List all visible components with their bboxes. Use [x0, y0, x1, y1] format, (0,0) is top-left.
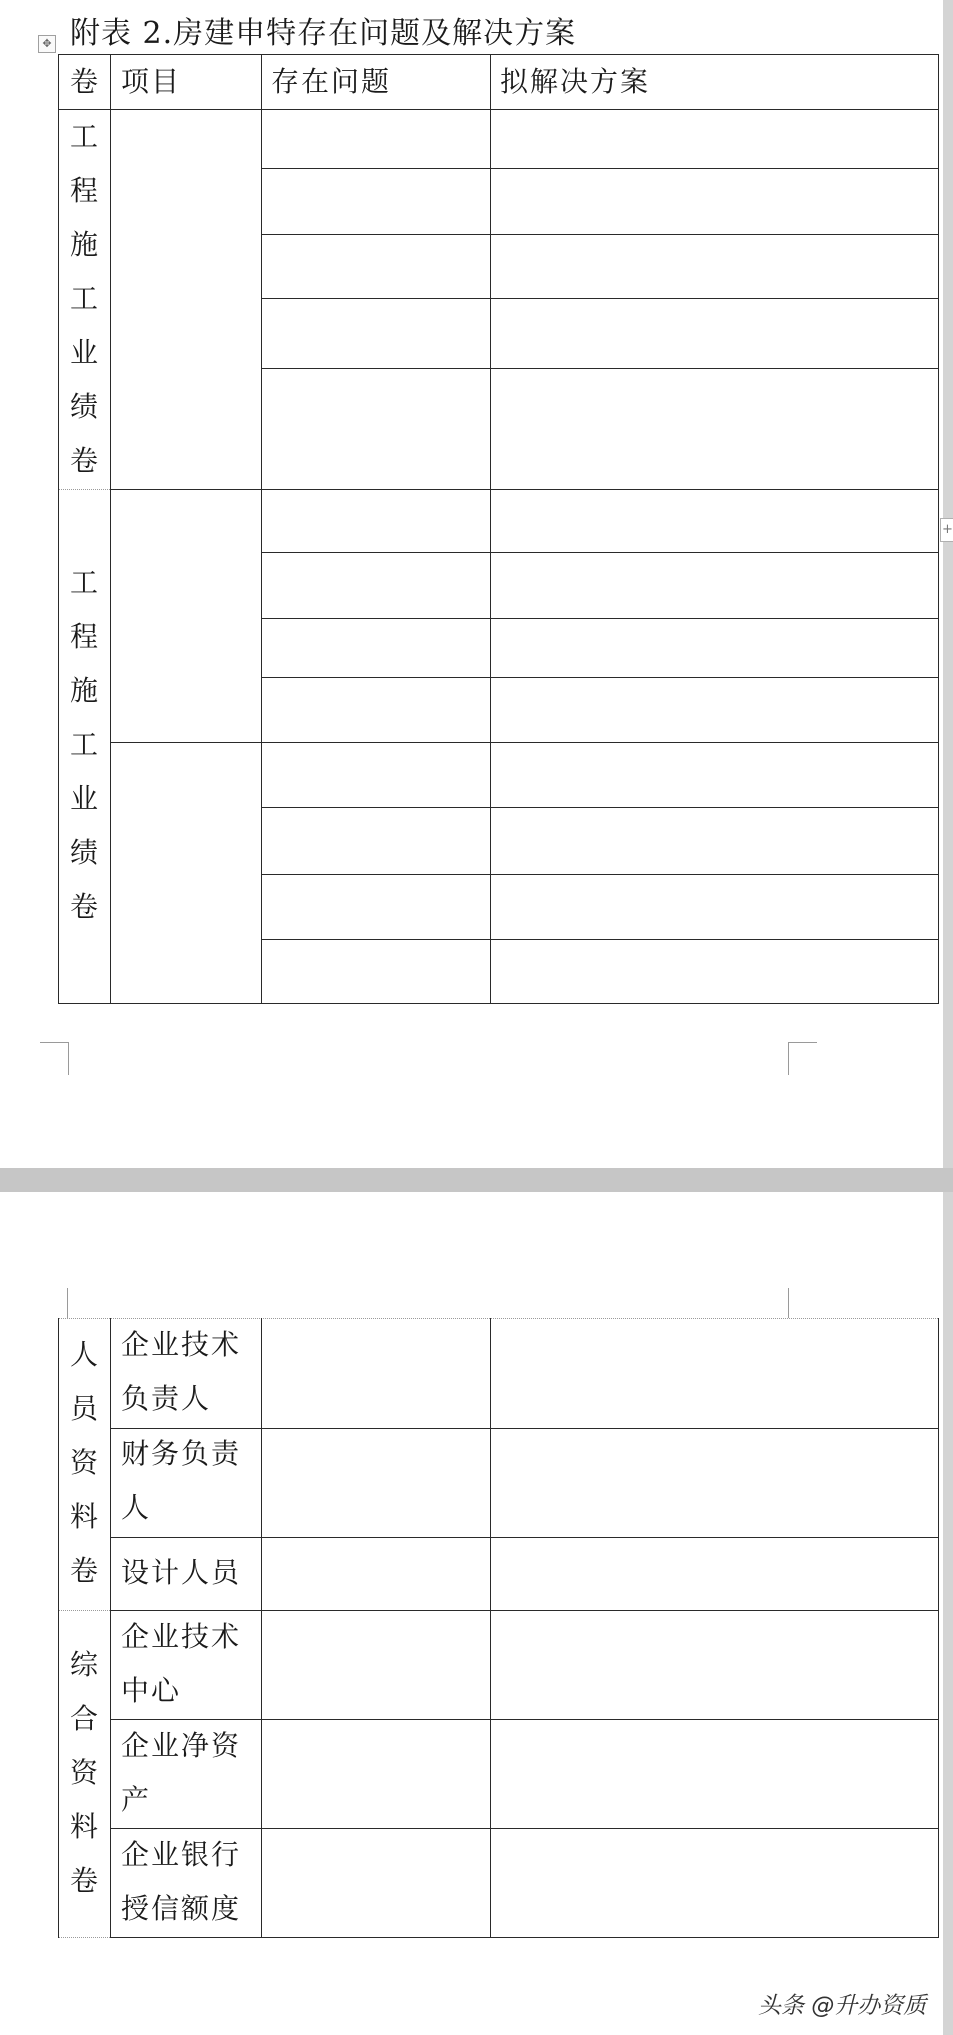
margin-mark	[788, 1288, 790, 1318]
section-label-1: 工程施工业绩卷	[69, 120, 98, 477]
row-line	[261, 552, 938, 553]
row-line	[261, 368, 938, 369]
row-line	[58, 1003, 938, 1004]
row-line	[110, 1537, 938, 1538]
row-line	[110, 489, 938, 490]
row-line	[110, 742, 938, 743]
col-line	[58, 1318, 59, 1938]
watermark: 头条 @升办资质	[758, 1993, 927, 2019]
row-line-dotted	[58, 1937, 110, 1938]
item-tech-lead-line2: 负责人	[121, 1382, 212, 1415]
item-net-assets: 企业净资	[121, 1729, 242, 1762]
item-bank-credit-line2: 授信额度	[121, 1892, 242, 1925]
item-net-assets-line2: 产	[121, 1783, 152, 1816]
row-line	[261, 298, 938, 299]
col-line	[490, 1318, 491, 1938]
row-line	[261, 807, 938, 808]
col-line	[110, 1318, 111, 1938]
col-line	[490, 54, 491, 1004]
table-caption: 附表 2.房建申特存在问题及解决方案	[70, 16, 577, 51]
item-tech-center-line2: 中心	[121, 1674, 182, 1707]
row-line	[261, 874, 938, 875]
margin-mark	[67, 1288, 69, 1318]
col-line	[261, 1318, 262, 1938]
item-finance-lead: 财务负责	[121, 1437, 242, 1470]
section-label-2: 工程施工业绩卷	[69, 566, 98, 923]
page-shadow	[943, 0, 953, 1168]
header-problem: 存在问题	[271, 65, 392, 98]
row-line	[261, 677, 938, 678]
page-shadow	[943, 1192, 953, 2035]
row-line-dotted	[58, 489, 110, 490]
item-tech-lead: 企业技术	[121, 1328, 242, 1361]
item-tech-center: 企业技术	[121, 1620, 242, 1653]
header-solution: 拟解决方案	[500, 65, 651, 98]
col-line	[58, 54, 59, 1004]
col-line	[938, 54, 939, 1004]
margin-mark	[40, 1042, 69, 1075]
page-gap	[0, 1168, 953, 1192]
header-item: 项目	[121, 65, 182, 98]
item-designers: 设计人员	[121, 1556, 242, 1589]
row-line	[261, 618, 938, 619]
row-line	[261, 168, 938, 169]
row-line	[58, 54, 938, 55]
header-volume: 卷	[70, 65, 101, 98]
row-line	[58, 109, 938, 110]
col-line	[110, 54, 111, 1004]
col-line	[938, 1318, 939, 1938]
section-label-3: 人员资料卷	[69, 1338, 98, 1587]
row-line	[261, 234, 938, 235]
row-line-dotted	[58, 1610, 110, 1611]
section-label-4: 综合资料卷	[69, 1648, 98, 1897]
col-line	[261, 54, 262, 1004]
table-move-handle-icon[interactable]: ✥	[38, 35, 56, 53]
item-finance-lead-line2: 人	[121, 1491, 152, 1524]
margin-mark	[788, 1042, 817, 1075]
item-bank-credit: 企业银行	[121, 1838, 242, 1871]
row-line	[110, 1937, 938, 1938]
row-line	[261, 939, 938, 940]
add-column-icon[interactable]: +	[940, 518, 953, 542]
